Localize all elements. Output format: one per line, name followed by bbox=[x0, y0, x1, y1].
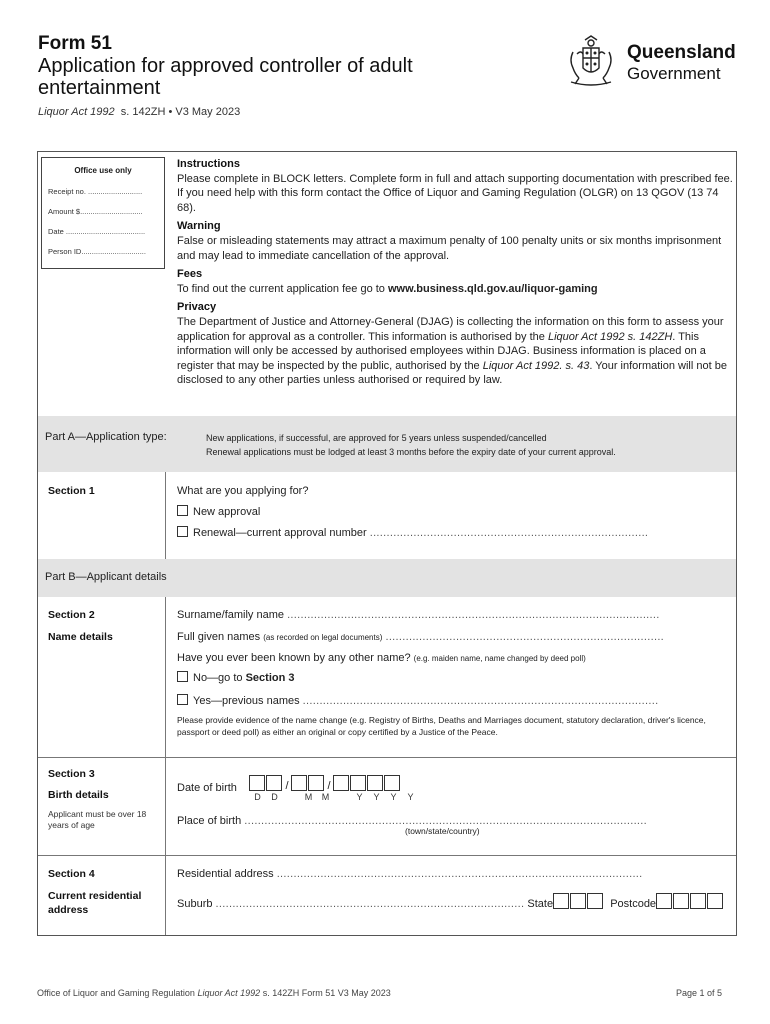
privacy-part-3: . Your information will not be disclosed to any other parties unless authorised or required by law. bbox=[177, 359, 727, 387]
section-1-label: Section 1 bbox=[48, 485, 95, 497]
dob-format-y2: Y bbox=[373, 792, 380, 802]
fees-heading: Fees bbox=[177, 268, 203, 281]
state-label: State bbox=[527, 898, 554, 910]
renewal-label: Renewal—current approval number bbox=[193, 527, 367, 539]
known-other-name-label: Have you ever been known by any other name? bbox=[177, 652, 411, 664]
coat-of-arms-icon bbox=[563, 34, 619, 90]
section-2-label: Section 2 bbox=[48, 609, 95, 621]
known-other-name-question bbox=[177, 652, 586, 664]
section-1-divider bbox=[165, 472, 166, 559]
part-a-band bbox=[38, 416, 736, 472]
dob-format-d2: D bbox=[271, 792, 278, 802]
postcode-box-3[interactable] bbox=[690, 893, 706, 909]
instructions-text: Please complete in BLOCK letters. Complete form in full and attach supporting documentation with prescribed fee. If you need help with this form contact the Office of Liquor and Gaming Regulation (OLGR) on 13 QGOV (13 74 68). bbox=[177, 172, 733, 214]
dob-format-y3: Y bbox=[390, 792, 397, 802]
form-subtitle bbox=[38, 106, 240, 118]
no-target-section: Section 3 bbox=[245, 672, 295, 684]
part-a-notes bbox=[206, 431, 616, 459]
section-1-question: What are you applying for? bbox=[177, 485, 309, 497]
surname-field[interactable] bbox=[177, 609, 660, 621]
given-names-hint: (as recorded on legal documents) bbox=[263, 633, 383, 642]
age-requirement-note: Applicant must be over 18 years of age bbox=[48, 809, 147, 830]
section-2-bottom-rule bbox=[38, 757, 736, 758]
section-3-label: Section 3 bbox=[48, 768, 95, 780]
fees-text bbox=[177, 282, 733, 297]
place-of-birth-input[interactable]: ........................................................................................................................ bbox=[244, 815, 648, 827]
dob-year-2[interactable] bbox=[350, 775, 366, 791]
part-a-note-renewal: Renewal applications must be lodged at least 3 months before the expiry date of your current approval. bbox=[206, 447, 616, 457]
page-title: Application for approved controller of adult entertainment bbox=[38, 55, 413, 99]
no-checkbox[interactable] bbox=[177, 671, 188, 682]
dob-format-y1: Y bbox=[356, 792, 363, 802]
fees-text-lead: To find out the current application fee go to bbox=[177, 282, 385, 295]
given-names-label: Full given names bbox=[177, 631, 261, 643]
place-of-birth-hint: (town/state/country) bbox=[405, 826, 480, 836]
state-box-2[interactable] bbox=[570, 893, 586, 909]
footer-left bbox=[37, 988, 391, 998]
instructions-block bbox=[177, 157, 733, 392]
part-a-label: Part A—Application type: bbox=[45, 431, 167, 443]
warning-heading: Warning bbox=[177, 220, 221, 233]
part-b-label: Part B—Applicant details bbox=[45, 571, 167, 583]
instructions-heading: Instructions bbox=[177, 158, 240, 170]
office-use-title: Office use only bbox=[74, 166, 132, 175]
option-renewal[interactable] bbox=[177, 526, 648, 539]
new-approval-label: New approval bbox=[193, 506, 261, 518]
dob-month-1[interactable] bbox=[291, 775, 307, 791]
logo-line-2: Government bbox=[627, 64, 721, 83]
part-a-note-new: New applications, if successful, are approved for 5 years unless suspended/cancelled bbox=[206, 433, 547, 443]
privacy-part-1: The Department of Justice and Attorney-General (DJAG) is collecting the information on this form to assess your application for approval as a controller. This information is authorised by the bbox=[177, 315, 724, 343]
renewal-checkbox[interactable] bbox=[177, 526, 188, 537]
section-4-divider bbox=[165, 855, 166, 935]
given-names-input[interactable]: ................................................................................... bbox=[385, 631, 665, 643]
dob-format-d1: D bbox=[254, 792, 261, 802]
suburb-field[interactable] bbox=[177, 893, 724, 910]
amount-field: Amount $.............................. bbox=[48, 207, 143, 216]
renewal-number-input[interactable]: ................................................................................... bbox=[369, 527, 649, 539]
warning-text: False or misleading statements may attract a maximum penalty of 100 penalty units or six months imprisonment and may lead to immediate cancellation of the approval. bbox=[177, 234, 722, 262]
dob-month-2[interactable] bbox=[308, 775, 324, 791]
queensland-government-logo bbox=[563, 34, 738, 90]
dob-format-y4: Y bbox=[407, 792, 414, 802]
postcode-box-2[interactable] bbox=[673, 893, 689, 909]
dob-year-1[interactable] bbox=[333, 775, 349, 791]
dob-separator-1: / bbox=[285, 780, 289, 792]
dob-format-labels bbox=[249, 792, 419, 802]
part-b-band bbox=[38, 559, 736, 597]
suburb-input[interactable]: ............................................................................................ bbox=[215, 898, 525, 910]
place-of-birth-label: Place of birth bbox=[177, 815, 242, 827]
section-4-label: Section 4 bbox=[48, 868, 95, 880]
previous-names-input[interactable]: .......................................................................................................... bbox=[302, 695, 659, 707]
dob-year-3[interactable] bbox=[367, 775, 383, 791]
state-box-3[interactable] bbox=[587, 893, 603, 909]
footer-office: Office of Liquor and Gaming Regulation bbox=[37, 988, 195, 998]
given-names-field[interactable] bbox=[177, 631, 664, 643]
date-field: Date ...................................... bbox=[48, 227, 146, 236]
name-change-evidence-note: Please provide evidence of the name change (e.g. Registry of Births, Deaths and Marriages document, statutory declaration, driver's licence, passport or deed poll) as either an original or copy certified by a Justice of the Peace. bbox=[177, 715, 706, 737]
surname-label: Surname/family name bbox=[177, 609, 284, 621]
yes-label: Yes—previous names bbox=[193, 695, 300, 707]
form-number: Form 51 bbox=[38, 33, 112, 54]
current-address-label: Current residential address bbox=[48, 890, 142, 916]
office-use-box bbox=[41, 157, 165, 269]
residential-address-field[interactable] bbox=[177, 868, 643, 880]
dob-day-1[interactable] bbox=[249, 775, 265, 791]
date-of-birth-label: Date of birth bbox=[177, 782, 237, 794]
option-no[interactable] bbox=[177, 671, 295, 684]
surname-input[interactable]: ............................................................................................................... bbox=[287, 609, 660, 621]
dob-year-4[interactable] bbox=[384, 775, 400, 791]
section-version: s. 142ZH • V3 May 2023 bbox=[120, 106, 241, 118]
no-label: No—go to bbox=[193, 672, 243, 684]
footer-form-ref: s. 142ZH Form 51 V3 May 2023 bbox=[262, 988, 391, 998]
logo-line-1: Queensland bbox=[627, 42, 736, 63]
option-yes[interactable] bbox=[177, 694, 658, 707]
privacy-heading: Privacy bbox=[177, 301, 217, 314]
footer-act: Liquor Act 1992 bbox=[197, 988, 261, 998]
dob-day-2[interactable] bbox=[266, 775, 282, 791]
fees-link[interactable]: www.business.qld.gov.au/liquor-gaming bbox=[387, 282, 598, 295]
postcode-box-4[interactable] bbox=[707, 893, 723, 909]
section-3-divider bbox=[165, 757, 166, 855]
postcode-label: Postcode bbox=[610, 898, 657, 910]
postcode-box-1[interactable] bbox=[656, 893, 672, 909]
option-new-approval[interactable] bbox=[177, 505, 260, 518]
page-number: Page 1 of 5 bbox=[676, 988, 723, 998]
date-of-birth-input[interactable] bbox=[249, 775, 401, 792]
suburb-label: Suburb bbox=[177, 898, 213, 910]
privacy-act-2: Liquor Act 1992. s. 43 bbox=[482, 359, 590, 372]
dob-format-m2: M bbox=[321, 792, 330, 802]
section-2-divider bbox=[165, 597, 166, 757]
birth-details-label: Birth details bbox=[48, 789, 109, 801]
residential-address-label: Residential address bbox=[177, 868, 274, 880]
privacy-text bbox=[177, 315, 733, 388]
name-details-label: Name details bbox=[48, 631, 113, 643]
yes-checkbox[interactable] bbox=[177, 694, 188, 705]
act-name: Liquor Act 1992 bbox=[38, 106, 115, 118]
privacy-part-2: . This information will only be accessed by authorised employees within DJAG. Business information is placed on a register that may be inspected by the public, authorised by the bbox=[177, 330, 706, 372]
known-other-name-hint: (e.g. maiden name, name changed by deed poll) bbox=[413, 654, 586, 663]
person-id-field: Person ID............................... bbox=[48, 247, 146, 256]
new-approval-checkbox[interactable] bbox=[177, 505, 188, 516]
section-3-bottom-rule bbox=[38, 855, 736, 856]
dob-separator-2: / bbox=[327, 780, 331, 792]
state-box-1[interactable] bbox=[553, 893, 569, 909]
privacy-act-1: Liquor Act 1992 s. 142ZH bbox=[547, 330, 673, 343]
dob-format-m1: M bbox=[304, 792, 313, 802]
receipt-no-field: Receipt no. .......................... bbox=[48, 187, 143, 196]
residential-address-input[interactable]: ............................................................................................................. bbox=[276, 868, 643, 880]
